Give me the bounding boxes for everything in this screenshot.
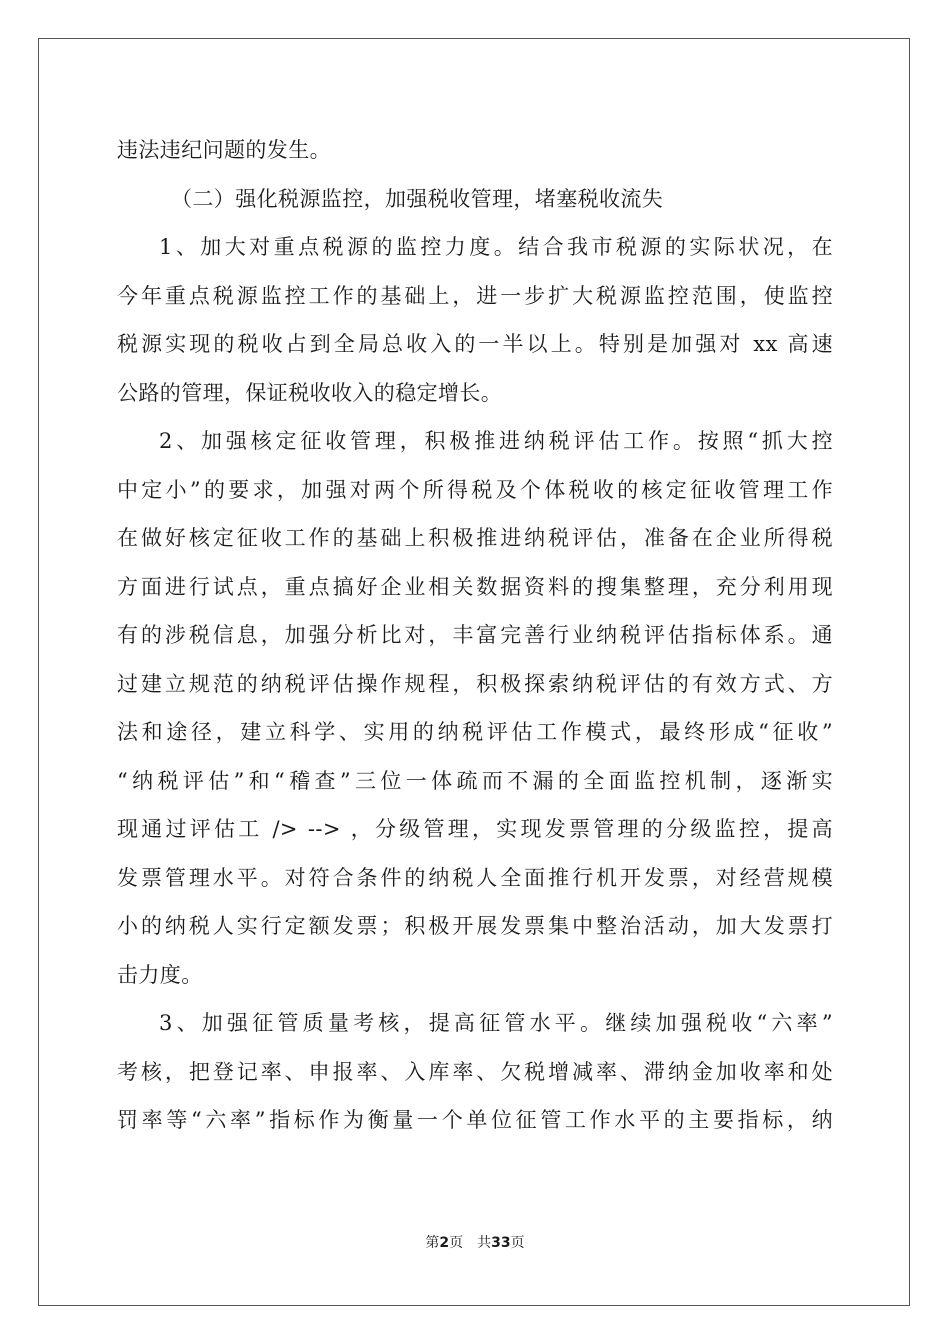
text-line: 小的纳税人实行定额发票；积极开展发票集中整治活动，加大发票打: [117, 914, 833, 938]
page-unit: 页: [449, 1235, 464, 1251]
text-line: 方面进行试点，重点搞好企业相关数据资料的搜集整理，充分利用现: [117, 574, 833, 599]
text-line: 法和途径，建立科学、实用的纳税评估工作模式，最终形成“征收”: [117, 720, 833, 744]
text-line: 过建立规范的纳税评估操作规程，积极探索纳税评估的有效方式、方: [117, 671, 833, 696]
page-prefix: 第: [425, 1235, 440, 1251]
text-line: 考核，把登记率、申报率、入库率、欠税增减率、滞纳金加收率和处: [117, 1059, 833, 1084]
text-line: “纳税评估”和“稽查”三位一体疏而不漏的全面监控机制，逐渐实: [117, 768, 833, 793]
text-line: 税源实现的税收占到全局总收入的一半以上。特别是加强对 xx 高速: [117, 332, 833, 356]
text-line: 今年重点税源监控工作的基础上，进一步扩大税源监控范围，使监控: [117, 283, 833, 308]
page-footer: [0, 1232, 950, 1252]
page-total: 33: [491, 1235, 511, 1251]
total-prefix: 共: [477, 1235, 492, 1251]
section-heading: （二）强化税源监控，加强税收管理，堵塞税收流失: [171, 186, 664, 211]
document-body: [117, 126, 833, 1145]
text-line: 有的涉税信息，加强分析比对，丰富完善行业纳税评估指标体系。通: [117, 623, 833, 647]
text-line: 3、加强征管质量考核，提高征管水平。继续加强税收“六率”: [159, 1011, 833, 1035]
text-line: 违法违纪问题的发生。: [117, 138, 331, 162]
text-line: 击力度。: [117, 962, 203, 987]
page-number: 2: [439, 1235, 450, 1251]
text-line: 2、加强核定征收管理，积极推进纳税评估工作。按照“抓大控: [159, 429, 833, 453]
text-line: 公路的管理，保证税收收入的稳定增长。: [117, 380, 503, 405]
total-unit: 页: [510, 1235, 525, 1251]
text-line: 中定小”的要求，加强对两个所得税及个体税收的核定征收管理工作: [117, 477, 833, 502]
text-line: 1、加大对重点税源的监控力度。结合我市税源的实际状况，在: [159, 235, 833, 259]
text-line: 在做好核定征收工作的基础上积极推进纳税评估，准备在企业所得税: [117, 526, 833, 550]
text-line: 现通过评估工 /> --> ，分级管理，实现发票管理的分级监控，提高: [117, 817, 833, 841]
text-line: 发票管理水平。对符合条件的纳税人全面推行机开发票，对经营规模: [117, 865, 833, 890]
text-line: 罚率等“六率”指标作为衡量一个单位征管工作水平的主要指标，纳: [117, 1108, 833, 1132]
